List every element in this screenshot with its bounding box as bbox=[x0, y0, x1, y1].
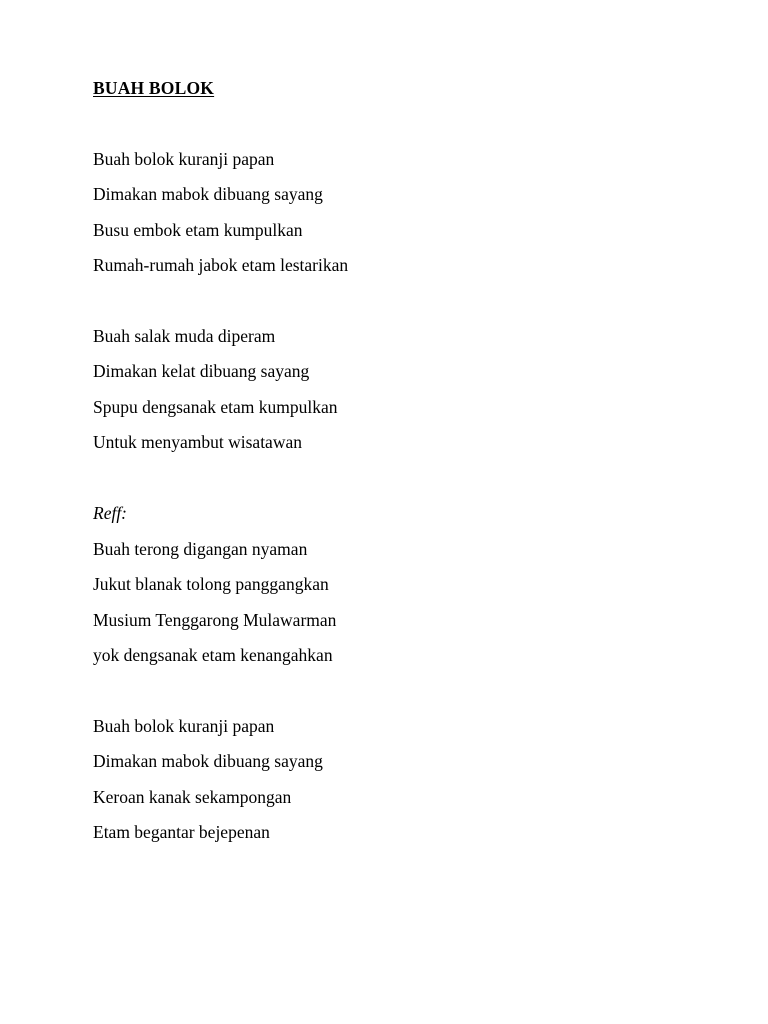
lyric-line: yok dengsanak etam kenangahkan bbox=[93, 645, 333, 665]
lyric-line: Dimakan mabok dibuang sayang bbox=[93, 184, 323, 204]
song-title: BUAH BOLOK bbox=[93, 78, 215, 98]
lyric-line: Etam begantar bejepenan bbox=[93, 822, 270, 842]
lyric-line: Keroan kanak sekampongan bbox=[93, 787, 292, 807]
lyric-line: Busu embok etam kumpulkan bbox=[93, 220, 303, 240]
lyric-line: Dimakan kelat dibuang sayang bbox=[93, 361, 310, 381]
lyric-line: Buah terong digangan nyaman bbox=[93, 539, 308, 559]
lyric-line: Musium Tenggarong Mulawarman bbox=[93, 610, 337, 630]
lyric-line: Buah bolok kuranji papan bbox=[93, 716, 275, 736]
reff-label: Reff: bbox=[93, 503, 128, 523]
lyric-line: Buah bolok kuranji papan bbox=[93, 149, 275, 169]
lyric-line: Spupu dengsanak etam kumpulkan bbox=[93, 397, 338, 417]
lyric-line: Untuk menyambut wisatawan bbox=[93, 432, 302, 452]
lyric-line: Buah salak muda diperam bbox=[93, 326, 276, 346]
lyric-line: Jukut blanak tolong panggangkan bbox=[93, 574, 329, 594]
lyric-line: Dimakan mabok dibuang sayang bbox=[93, 751, 323, 771]
lyric-line: Rumah-rumah jabok etam lestarikan bbox=[93, 255, 349, 275]
